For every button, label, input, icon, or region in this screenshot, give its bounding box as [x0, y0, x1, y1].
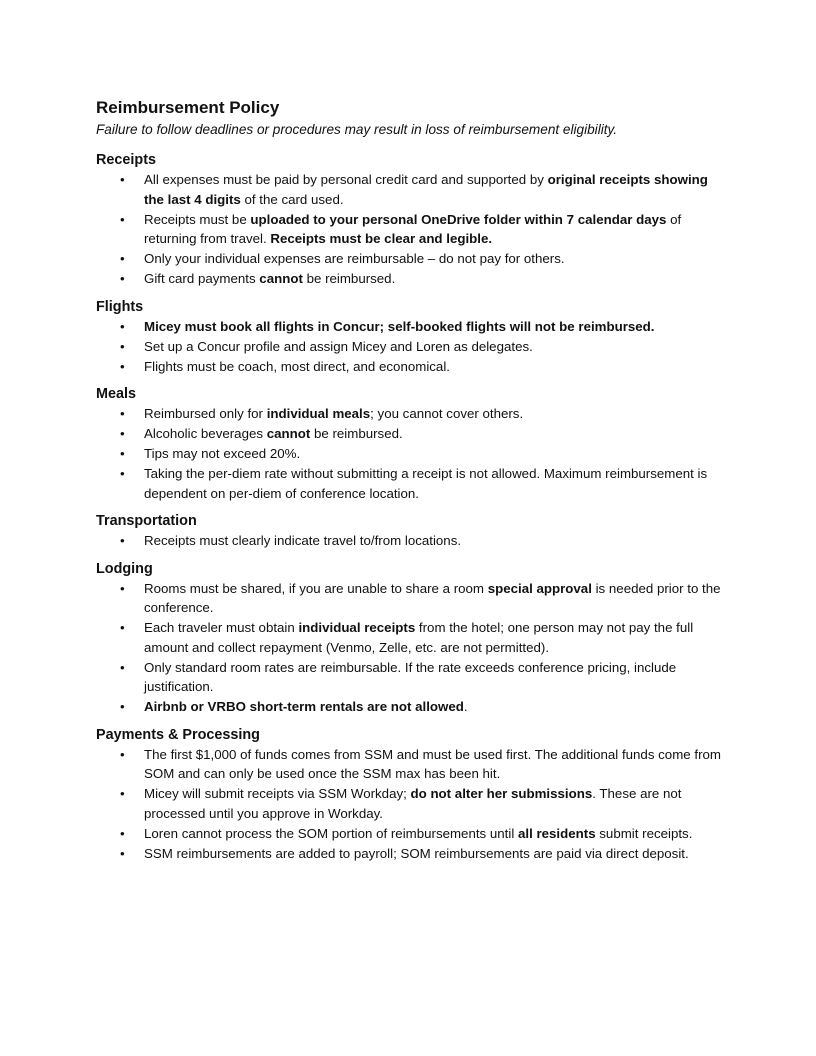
- text-run: of the card used.: [240, 191, 344, 207]
- bullet-item: [144, 424, 726, 444]
- bullet-item: [144, 170, 726, 209]
- text-run: Reimbursed only for: [144, 406, 267, 421]
- text-run: Rooms must be shared, if you are unable to share a room: [144, 580, 488, 596]
- bullet-item: [144, 464, 726, 503]
- bold-text: Airbnb or VRBO short-term rentals are not allowed: [144, 699, 464, 714]
- bold-text: do not alter her submissions: [410, 786, 593, 801]
- text-run: All expenses must be paid by personal credit card and supported by: [144, 172, 548, 187]
- text-run: Receipts must be: [144, 211, 251, 227]
- bullet-item: [144, 210, 726, 249]
- bold-text: cannot: [266, 426, 311, 441]
- text-run: Only your individual expenses are reimbursable – do not pay for others.: [144, 251, 565, 266]
- text-run: Set up a Concur profile and assign Micey and Loren as delegates.: [144, 338, 533, 354]
- text-run: Alcoholic beverages: [144, 426, 267, 441]
- section-heading: Flights: [96, 298, 144, 315]
- text-run: Flights must be coach, most direct, and economical.: [144, 358, 450, 374]
- text-run: Loren cannot process the SOM portion of reimbursements until: [144, 825, 518, 841]
- bullet-item: [144, 658, 726, 697]
- bullet-list: [96, 531, 726, 551]
- bullet-list: [96, 317, 726, 377]
- policy-section: [96, 150, 726, 289]
- bullet-item: [144, 249, 726, 269]
- section-heading: Meals: [96, 386, 136, 402]
- text-run: ; you cannot cover others.: [370, 406, 524, 421]
- bold-text: special approval: [487, 580, 592, 596]
- bullet-item: [144, 618, 726, 657]
- bold-text: uploaded to your personal OneDrive folder within 7 calendar days: [250, 211, 667, 227]
- text-run: submit receipts.: [595, 825, 693, 841]
- bullet-item: [144, 337, 726, 357]
- text-run: Gift card payments: [144, 271, 260, 286]
- section-heading: Payments & Processing: [96, 726, 260, 743]
- policy-section: [96, 297, 726, 377]
- text-run: be reimbursed.: [302, 271, 396, 286]
- bullet-item: [144, 745, 726, 784]
- bullet-item: [144, 531, 726, 551]
- bold-text: individual meals: [266, 406, 371, 421]
- bullet-item: [144, 824, 726, 844]
- page-subtitle: Failure to follow deadlines or procedures may result in loss of reimbursement eligibility.: [96, 122, 618, 137]
- text-run: Each traveler must obtain: [144, 620, 299, 635]
- bold-text: Receipts must be clear and legible.: [270, 231, 493, 246]
- text-run: SSM reimbursements are added to payroll; SOM reimbursements are paid via direct deposit.: [144, 845, 689, 861]
- bullet-list: [96, 579, 726, 717]
- bold-text: all residents: [517, 825, 596, 841]
- policy-sections: [96, 150, 726, 863]
- text-run: is needed prior to the conference.: [144, 580, 721, 615]
- text-run: be reimbursed.: [310, 426, 403, 441]
- page-title: Reimbursement Policy: [96, 98, 280, 117]
- text-run: from the hotel; one person may not pay the full amount and collect repayment (Venmo, Zelle, etc. are not permitted).: [144, 620, 694, 655]
- bullet-list: [96, 745, 726, 864]
- policy-section: [96, 384, 726, 503]
- policy-section: [96, 559, 726, 717]
- bullet-item: [144, 784, 726, 823]
- section-heading: Lodging: [96, 560, 153, 577]
- text-run: Receipts must clearly indicate travel to/from locations.: [144, 533, 462, 548]
- bold-text: cannot: [259, 271, 303, 286]
- bold-text: original receipts showing the last 4 digits: [144, 172, 708, 207]
- section-heading: Receipts: [96, 152, 156, 168]
- bullet-item: [144, 697, 726, 717]
- bullet-list: [96, 404, 726, 503]
- text-run: Micey will submit receipts via SSM Workday;: [144, 786, 411, 801]
- bullet-item: [144, 269, 726, 289]
- bullet-list: [96, 170, 726, 289]
- policy-section: [96, 511, 726, 551]
- bullet-item: [144, 404, 726, 424]
- text-run: Only standard room rates are reimbursable. If the rate exceeds conference pricing, include justification.: [144, 659, 677, 694]
- text-run: The first $1,000 of funds comes from SSM and must be used first. The additional funds come from SOM and can only be used once the SSM max has been hit.: [144, 746, 721, 781]
- text-run: Taking the per-diem rate without submitting a receipt is not allowed. Maximum reimbursement is dependent on per-diem of conference location.: [144, 466, 708, 501]
- bullet-item: [144, 317, 726, 337]
- section-heading: Transportation: [96, 513, 197, 529]
- text-run: Tips may not exceed 20%.: [144, 446, 301, 461]
- bullet-item: [144, 844, 726, 864]
- bullet-item: [144, 444, 726, 464]
- document-content: [96, 96, 726, 871]
- text-run: of returning from travel.: [144, 211, 682, 246]
- policy-section: [96, 725, 726, 864]
- bullet-item: [144, 579, 726, 618]
- text-run: . These are not processed until you approve in Workday.: [144, 786, 682, 821]
- bold-text: Micey must book all flights in Concur; self-booked flights will not be reimbursed.: [144, 318, 655, 334]
- bullet-item: [144, 357, 726, 377]
- text-run: .: [463, 699, 468, 714]
- bold-text: individual receipts: [298, 620, 416, 635]
